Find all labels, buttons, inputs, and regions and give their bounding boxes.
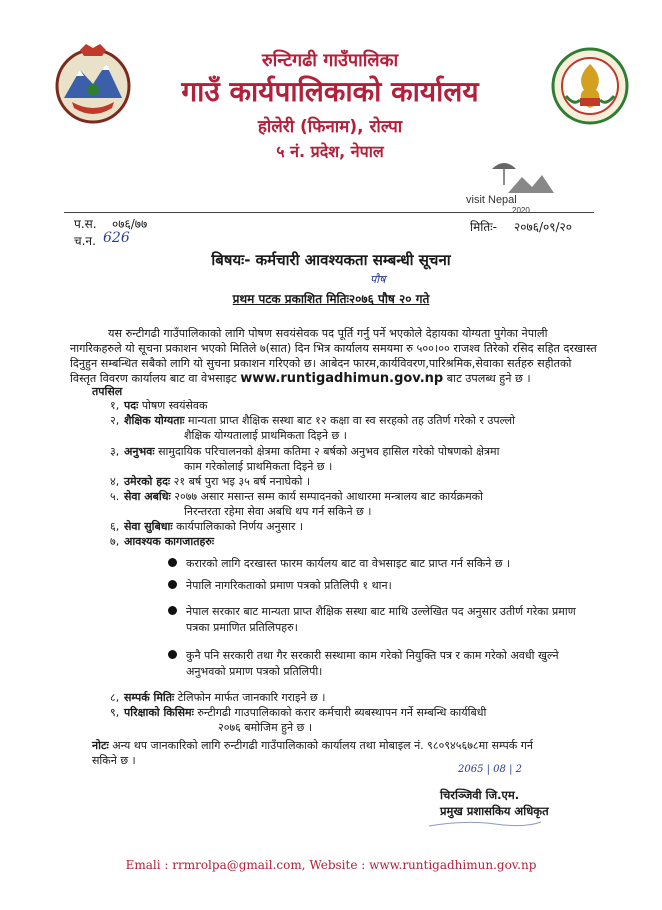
municipality-logo-icon [550, 46, 630, 126]
office-title: गाउँ कार्यपालिकाको कार्यालय [181, 75, 479, 108]
date-value: २०७६/०९/२० [514, 220, 573, 234]
chn-value: 626 [103, 230, 130, 246]
item-continuation: निरन्तरता रहेमा सेवा अबधि थप गर्न सकिने छ । [184, 505, 372, 518]
office-location: होलेरी (फिनाम), रोल्पा [257, 117, 403, 137]
visit-nepal-logo-icon [462, 155, 562, 217]
signature-scribble: 2065 | 08 | 2 [458, 764, 522, 775]
intro-paragraph [70, 326, 597, 386]
details-heading: तपसिल [92, 385, 123, 398]
footer-contact: Emali : rrmrolpa@gmail.com, Website : www.runtigadhimun.gov.np [125, 858, 537, 872]
date-label: मितिः- [470, 220, 497, 234]
item-continuation: शैक्षिक योग्यतालाई प्राथमिकता दिइने छ । [184, 429, 347, 442]
notice-page: रुन्टिगढी गाउँपालिका गाउँ कार्यपालिकाको कार्यालय होलेरी (फिनाम), रोल्पा ५ नं. प्रदेश, नेपाल visit Nepal 2020 प.स. ०७६/७७ च.न. 626 मितिः- २०७६/०९/२० बिषयः- कर्मचारी आवश्यकता सम्बन्धी सूचना पौष प्रथम पटक प्रकाशित मितिः२०७६ पौष २० गते यस रुन्टीगढी गाउँपालिकाको लागि पोषण सवयंसेवक पद पूर्ति गर्नु पर्ने भएकोले देहायका योग्यता पुगेका नेपाली नागरिकहरुले यो सूचना प्रकाशन भएको मितिले ७(सात) दिन भित्र कार्यालय समयमा रु ५००।०० राजश्व तिरेको रसिद सहित दरखास्त दिनुहुन सम्बन्धित सबैको लागि यो सुचना प्रकाशन गरिएको छ। आबेदन फारम,कार्यविवरण,पारिश्रमिक,सेवाका सर्तहरु सहीतको विस्तृत विवरण कार्यालय बाट वा वेभसाइट www.runtigadhimun.gov.np बाट उपलब्ध हुने छ । तपसिल १, पदः पोषण स्वयंसेवक २, शैक्षिक योग्यताः मान्यता प्राप्त शैक्षिक सस्था बाट १२ कक्षा वा स्व सरहको तह उतिर्ण गरेको र उपल्लो शैक्षिक योग्यतालाई प्राथमिकता दिइने छ । ३, अनुभवः सामुदायिक परिचालनको क्षेत्रमा कतिमा २ बर्षको अनुभव हासिल गरेको पोषणको क्षेत्रमा काम गरेकोलाई प्राथमिकता दिइने छ । ४, उमेरको हदः २१ बर्ष पुरा भइ ३५ बर्ष ननाघेको । ५. सेवा अबधिः २०७७ असार मसान्त सम्म कार्य सम्पादनको आधारमा मन्त्रालय बाट कार्यक्रमको निरन्तरता रहेमा सेवा अबधि थप गर्न सकिने छ । ६, सेवा सुबिधाः कार्यपालिकाको निर्णय अनुसार । ७, आवश्यक कागजातहरुः करारको लागि दरखास्त फारम कार्यलय बाट वा वेभसाइट बाट प्राप्त गर्न सकिने छ । नेपालि नागरिकताको प्रमाण पत्रको प्रतिलिपी १ थान। नेपाल सरकार बाट मान्यता प्राप्त शैक्षिक सस्था बाट माथि उल्लेखित पद अनुसार उतीर्ण गरेका प्रमाण पत्रका प्रमाणित प्रतिलिपहरु। कुनै पनि सरकारी तथा गैर सरकारी सस्थामा काम गरेको नियुक्ति पत्र र काम गरेको अवधी खुल्ने अनुभवको प्रमाण पत्रको प्रतिलिपी। ८, सम्पर्क मितिः टेलिफोन मार्फत जानकारि गराइने छ । ९, परिक्षाको किसिमः रुन्टीगढी गाउपालिकाको करार कर्मचारी ब्यबस्थापन गर्ने सम्बन्धि कार्यबिधी २०७६ बमोजिम हुने छ । नोटः अन्य थप जानकारिको लागि रुन्टीगढी गाउँपालिकाको कार्यालय तथा मोबाइल नं. ९८०९४५६७८मा सम्पर्क गर्न सकिने छ । 2065 | 08 | 2 चिरञ्जिवी जि.एम. प्रमुख प्रशासकिय अधिकृत Emali : rrmrolpa@gmail.com, Website : www.runtigadhimun.gov.np [0, 0, 662, 910]
note-line: नोटः अन्य थप जानकारिको लागि रुन्टीगढी गाउँपालिकाको कार्यालय तथा मोबाइल नं. ९८०९४५६७८मा सम्पर्क गर्न [92, 739, 534, 752]
signatory-name: चिरञ्जिवी जि.एम. [440, 788, 520, 802]
item-continuation: काम गरेकोलाई प्राथमिकता दिइने छ । [184, 460, 333, 473]
nepal-emblem-icon [50, 40, 136, 126]
notice-subject: बिषयः- कर्मचारी आवश्यकता सम्बन्धी सूचना [211, 251, 451, 269]
bullet-dot-icon [168, 650, 177, 659]
intro-line: नागरिकहरुले यो सूचना प्रकाशन भएको मितिले ७(सात) दिन भित्र कार्यालय समयमा रु ५००।०० राजश्व तिरेको रसिद सहित दरखास्त [70, 342, 597, 355]
website-link[interactable]: www.runtigadhimun.gov.np [240, 371, 444, 386]
intro-line: दिनुहुन सम्बन्धित सबैको लागि यो सुचना प्रकाशन गरिएको छ। आबेदन फारम,कार्यविवरण,पारिश्रमिक,सेवाका सर्तहरु सहीतको [70, 357, 572, 370]
note-continuation: सकिने छ । [92, 754, 136, 767]
visit-nepal-year: 2020 [512, 206, 530, 215]
ps-label: प.स. [74, 217, 97, 231]
ps-value: ०७६/७७ [112, 217, 148, 231]
province-line: ५ नं. प्रदेश, नेपाल [276, 142, 384, 161]
item-continuation: २०७६ बमोजिम हुने छ । [218, 721, 312, 734]
published-date: प्रथम पटक प्रकाशित मितिः२०७६ पौष २० गते [232, 292, 430, 306]
bullet-dot-icon [168, 580, 177, 589]
signatory-title: प्रमुख प्रशासकिय अधिकृत [440, 804, 549, 818]
municipality-name: रुन्टिगढी गाउँपालिका [261, 50, 399, 71]
header-divider [64, 212, 594, 213]
intro-line: विस्तृत विवरण कार्यालय बाट वा वेभसाइट www.runtigadhimun.gov.np बाट उपलब्ध हुने छ । [70, 371, 531, 386]
chn-label: च.न. [74, 234, 96, 248]
visit-nepal-text: visit Nepal [466, 194, 517, 206]
bullet-dot-icon [168, 606, 177, 615]
bullet-dot-icon [168, 558, 177, 567]
handwritten-month: पौष [370, 273, 386, 286]
intro-line: यस रुन्टीगढी गाउँपालिकाको लागि पोषण सवयंसेवक पद पूर्ति गर्नु पर्ने भएकोले देहायका योग्यता पुगेका नेपाली [108, 327, 548, 340]
